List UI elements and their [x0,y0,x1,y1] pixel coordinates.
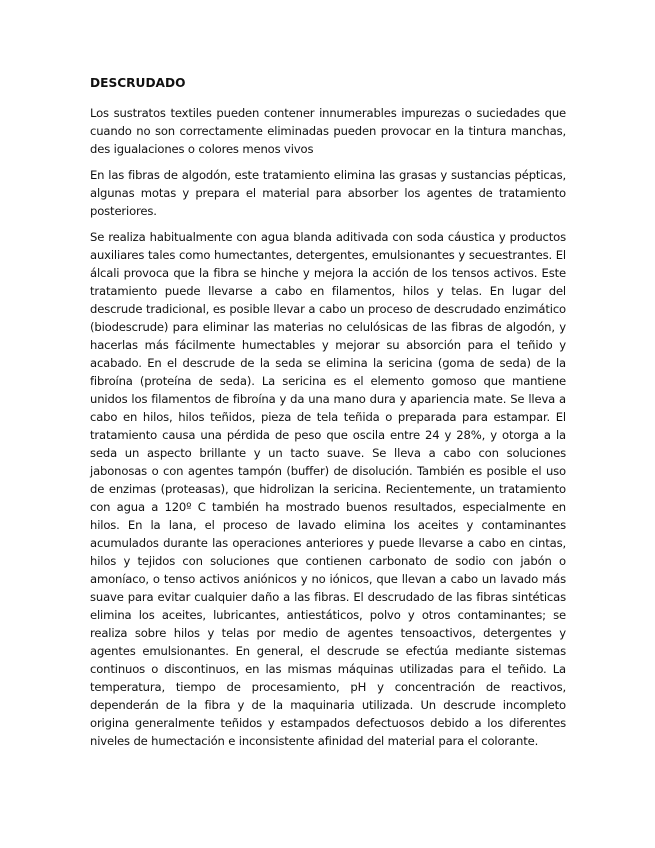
paragraph-intro: Los sustratos textiles pueden contener innumerables impurezas o suciedades que cuando no son correctamente eliminadas pueden provocar en la tintura manchas, des igualaciones o colores menos vivos [90,106,566,156]
paragraph-algodon: En las fibras de algodón, este tratamiento elimina las grasas y sustancias pépticas, algunas motas y prepara el material para absorber los agentes de tratamiento posteriores. [90,168,566,218]
paragraph-proceso: Se realiza habitualmente con agua blanda aditivada con soda cáustica y productos auxiliares tales como humectantes, detergentes, emulsionantes y secuestrantes. El álcali provoca que la fibra se hinche y mejora la acción de los tensos activos. Este tratamiento puede llevarse a cabo en filamentos, hilos y telas. En lugar del descrude tradicional, es posible llevar a cabo un proceso de descrudado enzimático (biodescrude) para eliminar las materias no celulósicas de las fibras de algodón, y hacerlas más fácilmente humectables y mejorar su absorción para el teñido y acabado. En el descrude de la seda se elimina la sericina (goma de seda) de la fibroína (proteína de seda). La sericina es el elemento gomoso que mantiene unidos los filamentos de fibroína y da una mano dura y apariencia mate. Se lleva a cabo en hilos, hilos teñidos, pieza de tela teñida o preparada para estampar. El tratamiento causa una pérdida de peso que oscila entre 24 y 28%, y otorga a la seda un aspecto brillante y un tacto suave. Se lleva a cabo con soluciones jabonosas o con agentes tampón (buffer) de disolución. También es posible el uso de enzimas (proteasas), que hidrolizan la sericina. Recientemente, un tratamiento con agua a 120º C también ha mostrado buenos resultados, especialmente en hilos. En la lana, el proceso de lavado elimina los aceites y contaminantes acumulados durante las operaciones anteriores y puede llevarse a cabo en cintas, hilos y tejidos con soluciones que contienen carbonato de sodio con jabón o amoníaco, o tenso activos aniónicos y no iónicos, que llevan a cabo un lavado más suave para evitar cualquier daño a las fibras. El descrudado de las fibras sintéticas elimina los aceites, lubricantes, antiestáticos, polvo y otros contaminantes; se realiza sobre hilos y telas por medio de agentes tensoactivos, detergentes y agentes emulsionantes. En general, el descrude se efectúa mediante sistemas continuos o discontinuos, en las mismas máquinas utilizadas para el teñido. La temperatura, tiempo de procesamiento, pH y concentración de reactivos, dependerán de la fibra y de la maquinaria utilizada. Un descrude incompleto origina generalmente teñidos y estampados defectuosos debido a los diferentes niveles de humectación e inconsistente afinidad del material para el colorante. [90,230,566,748]
document-title: DESCRUDADO [90,76,186,90]
document-page [90,74,566,758]
